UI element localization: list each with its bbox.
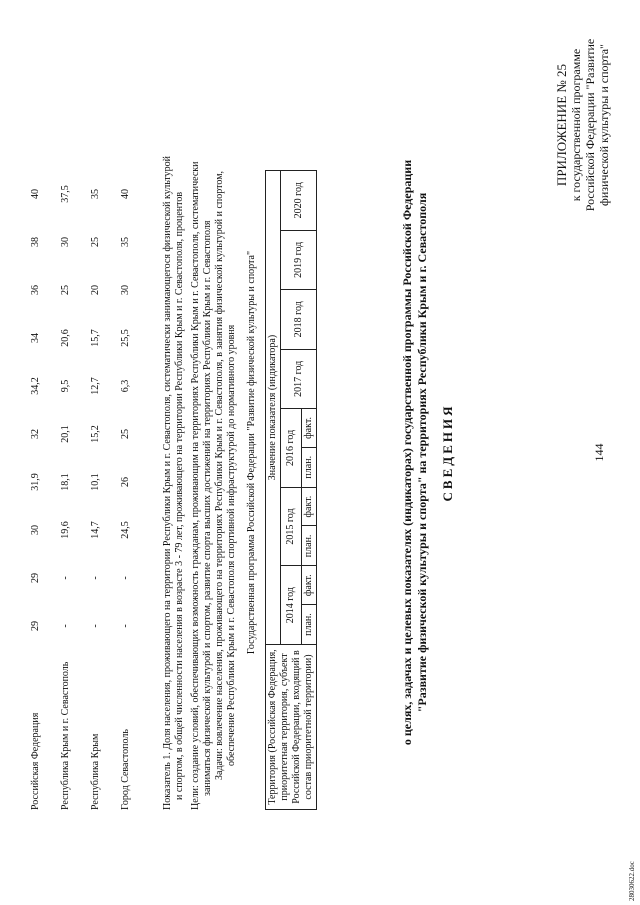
year-2015-header: 2015 год [281, 487, 302, 566]
year-2016-header: 2016 год [281, 409, 302, 488]
goal-text-cont: заниматься физической культурой и спортом, развитие спорта высших достижений на территориях Республики Крым и г. Севастополя [202, 220, 213, 796]
cell-2019: 25 [89, 237, 101, 247]
table-header [265, 170, 317, 810]
cell-2014-plan: - [119, 624, 131, 628]
goal-text: Цели: создание условий, обеспечивающих возможность гражданам, проживающим на территориях Республики Крым и г. Севастополя, систематически [190, 161, 201, 810]
cell-2014-fact: - [59, 576, 71, 580]
cell-2014-fact: - [89, 576, 101, 580]
annex-line-1: к государственной программе [569, 48, 583, 202]
cell-2016-plan: 15,2 [89, 425, 101, 443]
cell-2015-fact: 26 [119, 477, 131, 487]
cell-2015-fact: 31,9 [29, 473, 41, 491]
annex-line-3: физической культуры и спорта" [597, 44, 611, 206]
year-2017-header: 2017 год [281, 349, 317, 409]
program-title: Государственная программа Российской Федерации "Развитие физической культуры и спорта" [246, 250, 257, 655]
year-2018-header: 2018 год [281, 290, 317, 350]
indicator-block [162, 110, 186, 810]
cell-2016-plan: 25 [119, 429, 131, 439]
cell-2019: 38 [29, 237, 41, 247]
cell-2020: 35 [89, 189, 101, 199]
plan-header: план. [302, 526, 317, 566]
cell-2018: 20 [89, 285, 101, 295]
year-2019-header: 2019 год [281, 230, 317, 290]
table-row [110, 170, 140, 810]
task-text: Задачи: вовлечение населения, проживающего на территориях Республики Крым и г. Севастополя, в занятия физической культурой и спортом, [214, 170, 225, 780]
annex-block [555, 20, 611, 230]
cell-2016-plan: 32 [29, 429, 41, 439]
cell-2015-plan: 19,6 [59, 521, 71, 539]
cell-2014-plan: - [59, 624, 71, 628]
row-territory: Республика Крым и г. Севастополь [59, 661, 71, 810]
fact-header: факт. [302, 566, 317, 605]
title-line-2: "Развитие физической культуры и спорта" на территориях Республики Крым и г. Севастополя [415, 192, 429, 713]
year-2014-header: 2014 год [281, 566, 302, 645]
page-number: 144 [592, 443, 606, 462]
cell-2017: 20,6 [59, 329, 71, 347]
table-row [50, 170, 80, 810]
cell-2019: 30 [59, 237, 71, 247]
document-id: 28030622.doc [628, 861, 636, 901]
plan-header: план. [302, 605, 317, 645]
fact-header: факт. [302, 409, 317, 448]
cell-2014-fact: - [119, 576, 131, 580]
cell-2015-plan: 24,5 [119, 521, 131, 539]
row-territory: Республика Крым [89, 733, 101, 810]
cell-2020: 37,5 [59, 185, 71, 203]
cell-2020: 40 [29, 189, 41, 199]
cell-2015-plan: 30 [29, 525, 41, 535]
table-row [80, 170, 110, 810]
cell-2018: 25 [59, 285, 71, 295]
cell-2014-fact: 29 [29, 573, 41, 583]
cell-2017: 25,5 [119, 329, 131, 347]
cell-2016-fact: 12,7 [89, 377, 101, 395]
task-text-cont: обеспечение Республики Крым и г. Севастополя спортивной инфраструктурой до нормативного уровня [226, 324, 237, 766]
cell-2015-plan: 14,7 [89, 521, 101, 539]
year-2020-header: 2020 год [281, 171, 317, 231]
cell-2017: 15,7 [89, 329, 101, 347]
cell-2018: 30 [119, 285, 131, 295]
row-territory: Город Севастополь [119, 729, 131, 810]
document-title [400, 0, 430, 905]
cell-2015-fact: 10,1 [89, 473, 101, 491]
annex-line-2: Российской Федерации "Развитие [583, 38, 597, 212]
cell-2015-fact: 18,1 [59, 473, 71, 491]
territory-column-header: Территория (Российская Федерация, приоритетная территория, субъект Российской Федерации, входящий в состав приоритетной территории) [266, 645, 317, 810]
cell-2017: 34 [29, 333, 41, 343]
cell-2016-fact: 6,3 [119, 379, 131, 393]
data-table [20, 170, 140, 810]
fact-header: факт. [302, 487, 317, 526]
cell-2014-plan: - [89, 624, 101, 628]
row-territory: Российская Федерация [29, 712, 41, 810]
cell-2016-plan: 20,1 [59, 425, 71, 443]
cell-2019: 35 [119, 237, 131, 247]
plan-header: план. [302, 447, 317, 487]
title-line-1: о целях, задачах и целевых показателях (индикаторах) государственной программы Российской Федерации [400, 159, 414, 746]
cell-2016-fact: 9,5 [59, 379, 71, 393]
cell-2016-fact: 34,2 [29, 377, 41, 395]
indicator-line-1: Показатель 1. Доля населения, проживающего на территории Республики Крым и г. Севастополя, систематически занимающегося физической культурой [162, 156, 173, 810]
cell-2014-plan: 29 [29, 621, 41, 631]
annex-number: ПРИЛОЖЕНИЕ № 25 [554, 63, 569, 187]
goals-block [190, 110, 238, 810]
cell-2020: 40 [119, 189, 131, 199]
value-group-header: Значение показателя (индикатора) [266, 171, 281, 645]
table-row [20, 170, 50, 810]
document-heading: СВЕДЕНИЯ [440, 403, 455, 502]
cell-2018: 36 [29, 285, 41, 295]
indicator-line-2: и спортом, в общей численности населения в возрасте 3 - 79 лет, проживающего на территории Республики Крым и г. Севастополя, процентов [174, 191, 185, 800]
